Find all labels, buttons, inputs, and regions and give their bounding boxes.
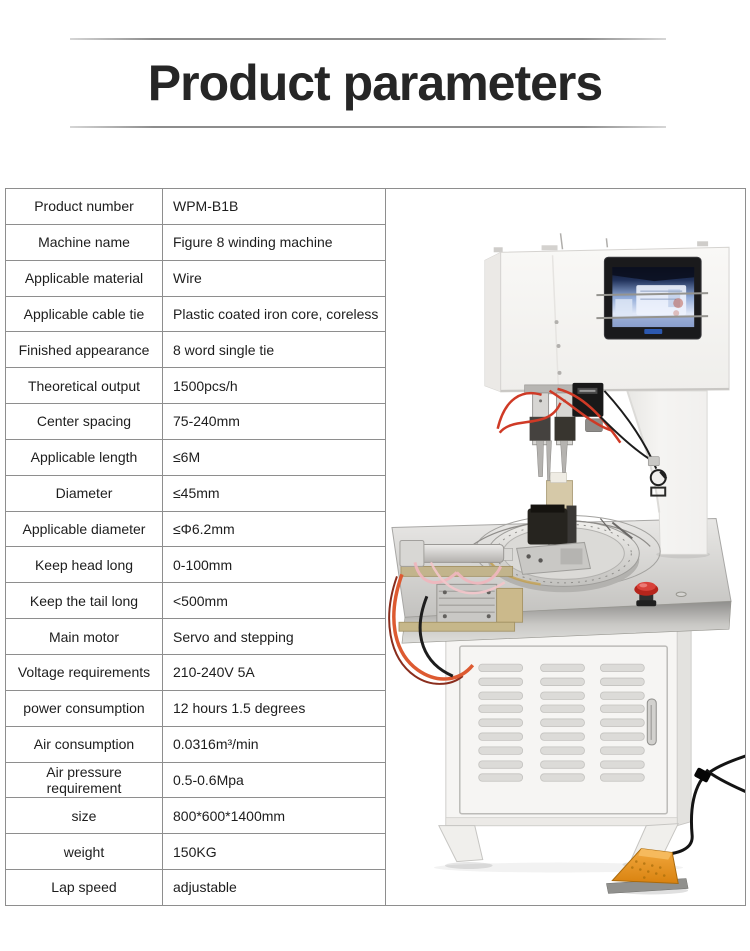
title-rule-bottom xyxy=(70,126,666,128)
spec-label: Keep the tail long xyxy=(6,583,163,619)
spec-label: Center spacing xyxy=(6,404,163,440)
spec-value: 75-240mm xyxy=(163,404,386,440)
spec-label: size xyxy=(6,798,163,834)
spec-label: Applicable length xyxy=(6,439,163,475)
table-row xyxy=(6,189,746,225)
spec-value: 0-100mm xyxy=(163,547,386,583)
spec-value: 0.5-0.6Mpa xyxy=(163,762,386,798)
spec-value: Wire xyxy=(163,260,386,296)
machine-photo xyxy=(386,189,745,905)
page-title: Product parameters xyxy=(147,55,603,111)
hmi-screen xyxy=(596,257,708,339)
spec-label: Diameter xyxy=(6,475,163,511)
vent-grid xyxy=(479,664,645,781)
title-rule-top xyxy=(70,38,666,40)
spec-label: Theoretical output xyxy=(6,368,163,404)
spec-value: WPM-B1B xyxy=(163,189,386,225)
spec-label: Air pressure requirement xyxy=(6,762,163,798)
cable-connector xyxy=(694,767,712,783)
spec-label: Air consumption xyxy=(6,726,163,762)
tabletop-hole xyxy=(676,592,686,596)
cabinet xyxy=(434,627,691,872)
spec-label: Product number xyxy=(6,189,163,225)
spec-label: Lap speed xyxy=(6,870,163,906)
spec-value: ≤6M xyxy=(163,439,386,475)
spec-value: 0.0316m³/min xyxy=(163,726,386,762)
spec-value: 210-240V 5A xyxy=(163,654,386,690)
spec-value: Plastic coated iron core, coreless xyxy=(163,296,386,332)
spec-label: Keep head long xyxy=(6,547,163,583)
spec-label: Voltage requirements xyxy=(6,654,163,690)
spec-value: 150KG xyxy=(163,834,386,870)
spec-value: 8 word single tie xyxy=(163,332,386,368)
spec-label: Main motor xyxy=(6,619,163,655)
spec-label: Machine name xyxy=(6,224,163,260)
spec-value: adjustable xyxy=(163,870,386,906)
spec-value: <500mm xyxy=(163,583,386,619)
spec-label: Finished appearance xyxy=(6,332,163,368)
spec-value: ≤Φ6.2mm xyxy=(163,511,386,547)
spec-table xyxy=(5,188,746,906)
spec-value: Figure 8 winding machine xyxy=(163,224,386,260)
spec-label: power consumption xyxy=(6,690,163,726)
spec-value: 800*600*1400mm xyxy=(163,798,386,834)
spec-value: Servo and stepping xyxy=(163,619,386,655)
spec-label: Applicable cable tie xyxy=(6,296,163,332)
spec-value: ≤45mm xyxy=(163,475,386,511)
spec-label: Applicable diameter xyxy=(6,511,163,547)
spec-value: 12 hours 1.5 degrees xyxy=(163,690,386,726)
spec-label: Applicable material xyxy=(6,260,163,296)
spec-label: weight xyxy=(6,834,163,870)
spec-value: 1500pcs/h xyxy=(163,368,386,404)
product-photo-cell xyxy=(386,189,746,906)
machine-head xyxy=(485,233,729,392)
